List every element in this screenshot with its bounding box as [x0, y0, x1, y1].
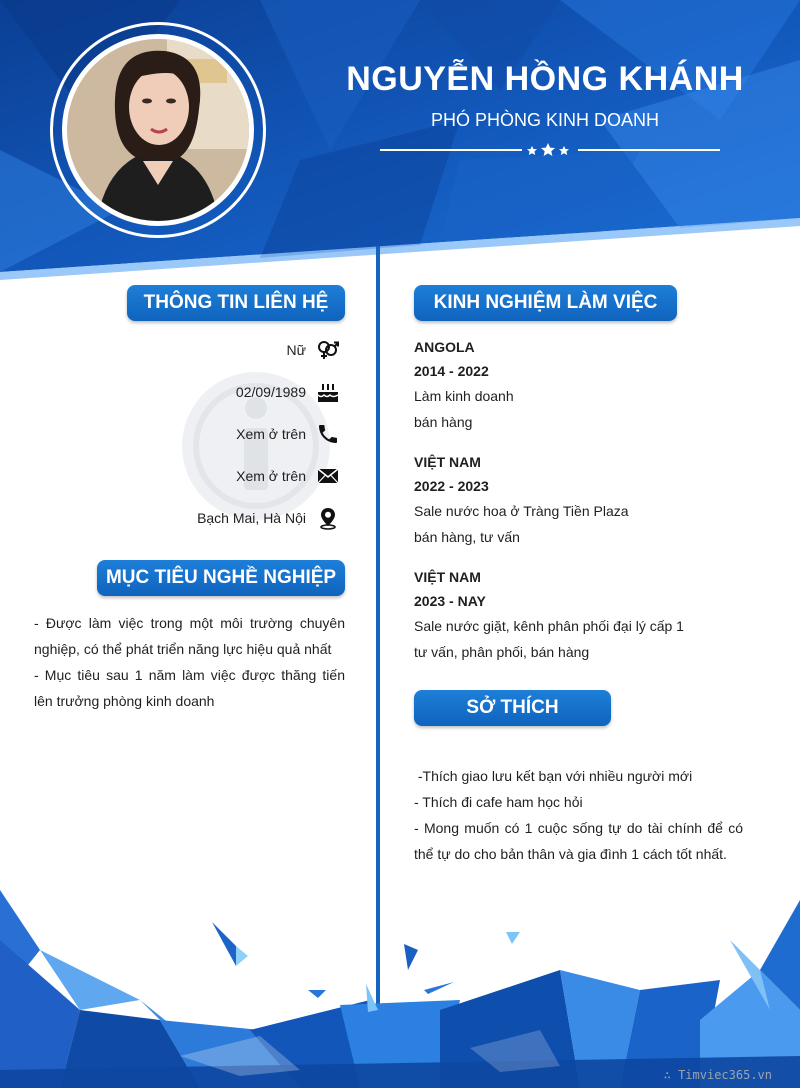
decorative-stars-divider: [380, 140, 720, 160]
contact-phone: [236, 422, 340, 446]
hobby-line: - Thích đi cafe ham học hỏi: [414, 794, 583, 810]
avatar-photo: [67, 39, 249, 221]
experience-role: Sale nước hoa ở Tràng Tiền Plaza: [414, 503, 629, 519]
footer-brand: ∴ Timviec365.vn: [663, 1068, 772, 1082]
experience-role: Làm kinh doanh: [414, 388, 514, 404]
avatar: [62, 34, 254, 226]
experience-years: 2014 - 2022: [414, 363, 489, 379]
experience-company: ANGOLA: [414, 339, 475, 355]
experience-item: [414, 565, 754, 665]
experience-heading: KINH NGHIỆM LÀM VIỆC: [414, 285, 677, 321]
experience-years: 2023 - NAY: [414, 593, 486, 609]
gender-icon: [316, 338, 340, 362]
objective-line: - Mục tiêu sau 1 năm làm việc được thăng tiến lên trưởng phòng kinh doanh: [34, 667, 345, 709]
experience-company: VIỆT NAM: [414, 454, 481, 470]
hobby-line: - Mong muốn có 1 cuộc sống tự do tài chính để có thể tự do cho bản thân và gia đình 1 cách tốt nhất.: [414, 820, 743, 862]
hobbies-heading: SỞ THÍCH: [414, 690, 611, 726]
hobbies-text: [414, 763, 743, 867]
candidate-name: NGUYỄN HỒNG KHÁNH: [346, 60, 744, 98]
experience-item: [414, 450, 754, 550]
contact-email-value: Xem ở trên: [236, 468, 306, 484]
birthday-cake-icon: [316, 380, 340, 404]
experience-item: [414, 335, 754, 435]
location-pin-icon: [316, 506, 340, 530]
experience-role: Sale nước giặt, kênh phân phối đại lý cấp 1: [414, 618, 684, 634]
contact-phone-value: Xem ở trên: [236, 426, 306, 442]
hobby-line: -Thích giao lưu kết bạn với nhiều người mới: [414, 768, 693, 784]
envelope-icon: [316, 464, 340, 488]
experience-description: bán hàng: [414, 414, 473, 430]
contact-gender-value: Nữ: [286, 342, 306, 358]
objective-heading: MỤC TIÊU NGHỀ NGHIỆP: [97, 560, 345, 596]
experience-company: VIỆT NAM: [414, 569, 481, 585]
contact-birthday-value: 02/09/1989: [235, 384, 306, 400]
contact-address: [197, 506, 340, 530]
phone-icon: [316, 422, 340, 446]
objective-line: - Được làm việc trong một môi trường chuyên nghiệp, có thể phát triển năng lực hiệu quả nhất: [34, 615, 345, 657]
experience-description: tư vấn, phân phối, bán hàng: [414, 644, 590, 660]
contact-birthday: [236, 380, 340, 404]
contact-gender: [287, 338, 340, 362]
contact-email: [236, 464, 340, 488]
contact-heading: THÔNG TIN LIÊN HỆ: [127, 285, 345, 321]
contact-address-value: Bạch Mai, Hà Nội: [197, 510, 306, 526]
candidate-position: PHÓ PHÒNG KINH DOANH: [430, 110, 660, 130]
experience-description: bán hàng, tư vấn: [414, 529, 520, 545]
footer-polygon-decoration: [0, 880, 800, 1088]
objective-text: [34, 610, 345, 714]
experience-years: 2022 - 2023: [414, 478, 489, 494]
